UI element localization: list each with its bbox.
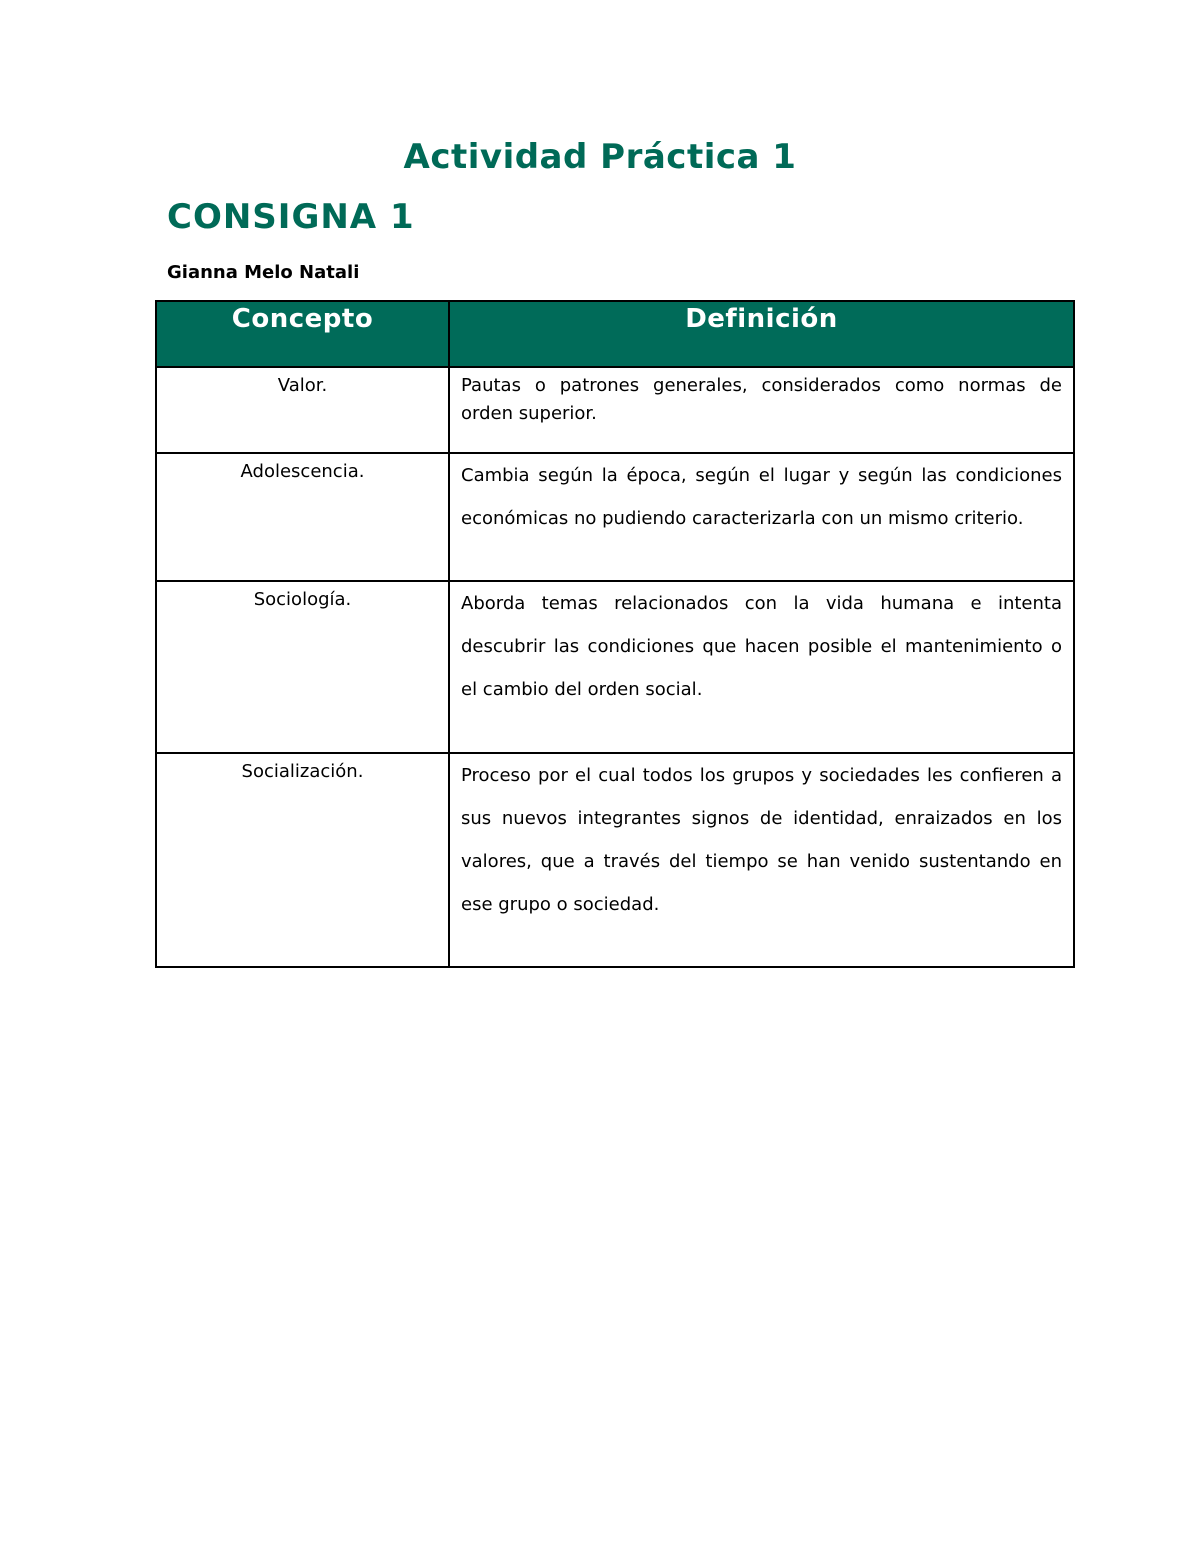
concepts-table [155, 300, 1075, 968]
definition-cell: Proceso por el cual todos los grupos y sociedades les confieren a sus nuevos integrantes signos de identidad, enraizados en los valores, que a través del tiempo se han venido sustentando en ese grupo o sociedad. [449, 753, 1074, 967]
header-definicion: Definición [449, 301, 1074, 367]
author-name: Gianna Melo Natali [167, 262, 360, 283]
table-row [156, 753, 1074, 967]
table-row [156, 367, 1074, 453]
document-title: Actividad Práctica 1 [403, 137, 797, 177]
header-concepto: Concepto [156, 301, 449, 367]
table-row [156, 581, 1074, 753]
section-heading: CONSIGNA 1 [167, 197, 415, 237]
concept-cell: Adolescencia. [156, 453, 449, 581]
table-header-row [156, 301, 1074, 367]
concept-cell: Sociología. [156, 581, 449, 753]
definition-cell: Pautas o patrones generales, considerados como normas de orden superior. [449, 367, 1074, 453]
concept-cell: Socialización. [156, 753, 449, 967]
table-row [156, 453, 1074, 581]
definition-cell: Cambia según la época, según el lugar y según las condiciones económicas no pudiendo caracterizarla con un mismo criterio. [449, 453, 1074, 581]
definition-cell: Aborda temas relacionados con la vida humana e intenta descubrir las condiciones que hacen posible el mantenimiento o el cambio del orden social. [449, 581, 1074, 753]
concept-cell: Valor. [156, 367, 449, 453]
